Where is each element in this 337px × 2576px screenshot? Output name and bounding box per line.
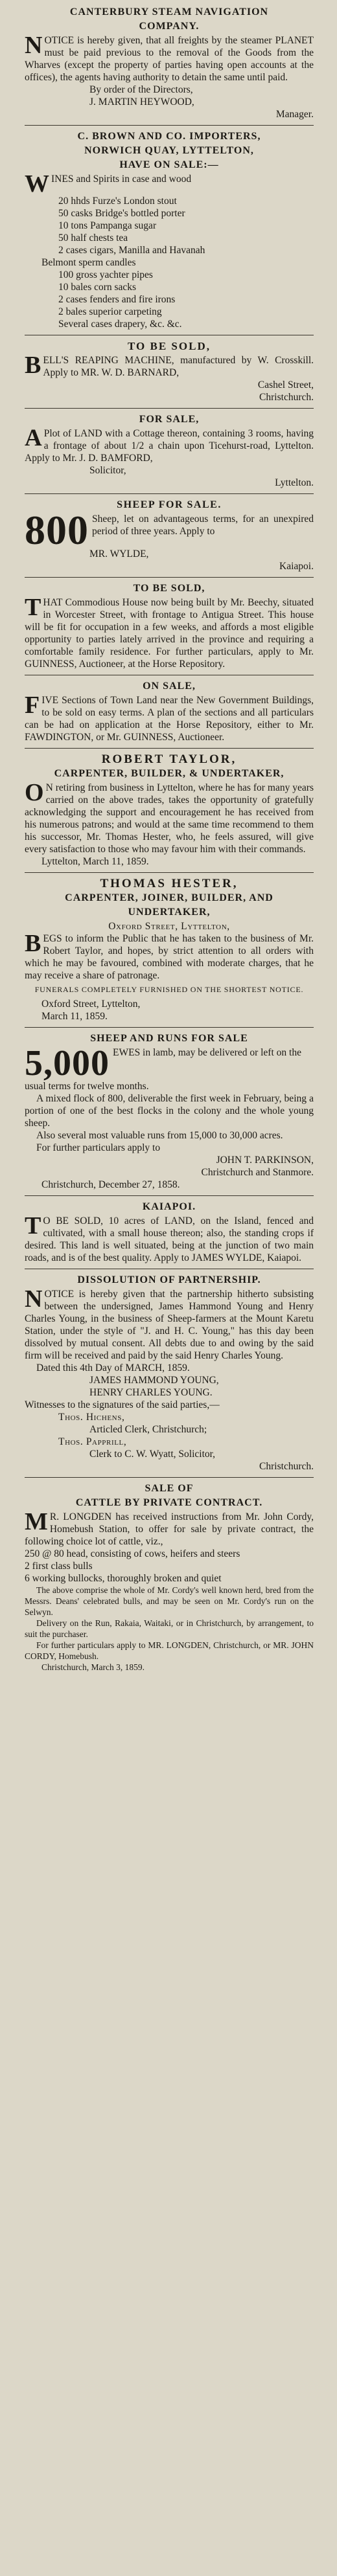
ad-body: OTICE is hereby given, that all freights by the steamer PLANET must be paid previous to the removal of the Goods from the Wharves (except the property of parties having open accounts at the offices), the agents having authority to detain the same until paid. bbox=[25, 35, 314, 83]
dropcap: B bbox=[25, 930, 41, 957]
ad-address: Cashel Street, bbox=[257, 379, 314, 390]
list-item: 250 @ 80 head, consisting of cows, heifers and steers bbox=[25, 1548, 240, 1559]
list-item: 2 first class bulls bbox=[25, 1561, 93, 1572]
ad-title: C. BROWN AND CO. IMPORTERS, bbox=[77, 131, 261, 142]
ad-body: The above comprise the whole of Mr. Cordy's well known herd, bred from the Messrs. Deans' celebrated bulls, and may be seen on Mr. Cordy's run on the Selwyn. bbox=[25, 1585, 314, 1617]
ad-signature: JOHN T. PARKINSON, bbox=[216, 1155, 314, 1166]
ad-body: Also several most valuable runs from 15,000 to 30,000 acres. bbox=[36, 1130, 283, 1141]
witness-2: Thos. Papprill, bbox=[58, 1436, 127, 1447]
list-item: 2 bales superior carpeting bbox=[58, 306, 162, 317]
ad-reaping-machine bbox=[25, 335, 314, 409]
ad-dated: Dated this 4th Day of MARCH, 1859. bbox=[36, 1362, 190, 1373]
ad-street: Oxford Street, Lyttelton, bbox=[41, 999, 141, 1010]
ad-body: EGS to inform the Public that he has taken to the business of Mr. Robert Taylor, and hopes, by strict attention to all orders with which he may be favoured, combined with moderate charges, that he may receive a share of patronage. bbox=[25, 933, 314, 981]
ad-role: Manager. bbox=[275, 109, 314, 120]
ad-body: INES and Spirits in case and wood bbox=[51, 174, 192, 185]
dropcap: M bbox=[25, 1508, 48, 1535]
dropcap: T bbox=[25, 1212, 41, 1239]
list-item: 6 working bullocks, thoroughly broken and quiet bbox=[25, 1573, 222, 1584]
dropcap: B bbox=[25, 352, 41, 379]
ad-body: Sheep, let on advantageous terms, for an unexpired period of three years. Apply to bbox=[92, 514, 314, 537]
list-item: 50 casks Bridge's bottled porter bbox=[58, 208, 185, 219]
ad-signature: J. MARTIN HEYWOOD, bbox=[89, 96, 194, 107]
ad-subtitle: COMPANY. bbox=[139, 21, 200, 32]
ad-title: ON SALE, bbox=[143, 681, 196, 692]
list-item: Several cases drapery, &c. &c. bbox=[58, 319, 182, 330]
ad-witness: Witnesses to the signatures of the said parties,— bbox=[25, 1399, 220, 1410]
ad-title: SALE OF bbox=[145, 1483, 194, 1494]
ad-subtitle: CARPENTER, BUILDER, & UNDERTAKER, bbox=[54, 768, 285, 779]
dropcap: N bbox=[25, 1285, 43, 1313]
ad-title: ROBERT TAYLOR, bbox=[101, 752, 237, 766]
witness-2-role: Clerk to C. W. Wyatt, Solicitor, bbox=[89, 1449, 216, 1460]
witness-2-city: Christchurch. bbox=[259, 1461, 314, 1472]
dropcap: F bbox=[25, 692, 40, 719]
ad-body: Delivery on the Run, Rakaia, Waitaki, or in Christchurch, by arrangement, to suit the purchaser. bbox=[25, 1618, 314, 1639]
witness-1: Thos. Hichens, bbox=[58, 1412, 125, 1423]
ad-date: Lyttelton, March 11, 1859. bbox=[41, 856, 149, 867]
ad-title: SHEEP AND RUNS FOR SALE bbox=[90, 1033, 248, 1044]
list-item: 2 cases cigars, Manilla and Havanah bbox=[58, 245, 205, 256]
ad-robert-taylor bbox=[25, 749, 314, 873]
dropcap: O bbox=[25, 779, 44, 806]
ad-subtitle: CARPENTER, JOINER, BUILDER, AND bbox=[65, 892, 273, 903]
ad-subtitle: NORWICH QUAY, LYTTELTON, bbox=[84, 145, 254, 156]
list-item: 100 gross yachter pipes bbox=[58, 269, 153, 280]
ad-body: Plot of LAND with a Cottage thereon, containing 3 rooms, having a frontage of about 1/2 a chain upon Ticehurst-road, Lyttelton. Apply to Mr. J. D. BAMFORD, bbox=[25, 428, 314, 464]
ad-body: A mixed flock of 800, deliverable the first week in February, being a portion of one of the best flocks in the colony and the whole young sheep. bbox=[25, 1093, 314, 1129]
ad-title: TO BE SOLD, bbox=[133, 583, 205, 594]
goods-list bbox=[25, 195, 314, 330]
ad-body: O BE SOLD, 10 acres of LAND, on the Island, fenced and cultivated, with a small house thereon; also, the standing crops if desired. This land is well situated, being at the junction of two main roads, and is of the best quality. Apply to JAMES WYLDE, Kaiapoi. bbox=[25, 1215, 314, 1263]
ad-date: Christchurch, March 3, 1859. bbox=[41, 1662, 145, 1672]
list-item: 20 hhds Furze's London stout bbox=[58, 196, 177, 207]
ad-house-to-be-sold bbox=[25, 578, 314, 675]
ad-title: DISSOLUTION OF PARTNERSHIP. bbox=[77, 1274, 261, 1285]
ad-title: FOR SALE, bbox=[139, 414, 200, 425]
list-item: 10 tons Pampanga sugar bbox=[58, 220, 157, 231]
ad-body: N retiring from business in Lyttelton, where he has for many years carried on the above trades, takes the opportunity of gratefully acknowledging the support and encouragement he has received from his numerous patrons; and would at the same time recommend to them his successor, Mr. Thomas Hester, who, he feels assured, will give every satisfaction to those who may favour him with their commands. bbox=[25, 782, 314, 855]
ad-body: usual terms for twelve months. bbox=[25, 1081, 149, 1092]
ad-sheep-and-runs bbox=[25, 1028, 314, 1196]
signature-2: HENRY CHARLES YOUNG. bbox=[89, 1387, 213, 1398]
list-item: 10 bales corn sacks bbox=[58, 282, 137, 293]
ad-signature: MR. WYLDE, bbox=[89, 548, 149, 559]
ad-date: Christchurch, December 27, 1858. bbox=[41, 1179, 180, 1190]
ad-canterbury-steam bbox=[25, 1, 314, 126]
ad-body: IVE Sections of Town Land near the New Government Buildings, to be sold on easy terms. A plan of the sections and all particulars can be had on application at the Horse Repository, either to Mr. FAWDINGTON, or Mr. GUINNESS, Auctioneer. bbox=[25, 695, 314, 743]
list-item: 2 cases fenders and fire irons bbox=[58, 294, 176, 305]
ad-cattle-sale bbox=[25, 1478, 314, 1677]
ad-subtitle: UNDERTAKER, bbox=[128, 907, 211, 918]
ad-city: Lyttelton. bbox=[275, 477, 314, 488]
ad-order: By order of the Directors, bbox=[89, 84, 193, 95]
ad-address: Christchurch and Stanmore. bbox=[201, 1167, 314, 1178]
ad-role: Solicitor, bbox=[89, 465, 126, 476]
list-item: Belmont sperm candles bbox=[41, 257, 136, 268]
ad-place: Kaiapoi. bbox=[279, 561, 314, 572]
dropcap: N bbox=[25, 32, 43, 59]
ad-title: TO BE SOLD, bbox=[128, 340, 211, 352]
ad-title: KAIAPOI. bbox=[142, 1201, 196, 1212]
ad-body: EWES in lamb, may be delivered or left on the bbox=[113, 1047, 301, 1058]
ad-kaiapoi bbox=[25, 1196, 314, 1269]
ad-body: OTICE is hereby given that the partnership hitherto subsisting between the undersigned, James Hammond Young and Henry Charles Young, in the business of Sheep-farmers at the Mount Karetu Station, under the style of "J. and H. C. Young," has this day been dissolved by mutual consent. All debts due to and owing by the said firm will be received and paid by the said Henry Charles Young. bbox=[25, 1289, 314, 1361]
ad-body: For further particulars apply to bbox=[36, 1142, 161, 1153]
witness-1-role: Articled Clerk, Christchurch; bbox=[89, 1424, 207, 1435]
ad-brown-importers bbox=[25, 126, 314, 335]
ewes-count: 5,000 bbox=[25, 1043, 110, 1083]
ad-title: SHEEP FOR SALE. bbox=[117, 499, 222, 510]
ad-town-land bbox=[25, 675, 314, 749]
ad-plot-for-sale bbox=[25, 409, 314, 494]
ad-date: March 11, 1859. bbox=[41, 1011, 108, 1022]
ad-body: For further particulars apply to MR. LONGDEN, Christchurch, or MR. JOHN CORDY, Homebush. bbox=[25, 1640, 314, 1661]
ad-subtitle: CATTLE BY PRIVATE CONTRACT. bbox=[75, 1497, 263, 1508]
ad-title: THOMAS HESTER, bbox=[100, 877, 238, 890]
dropcap: A bbox=[25, 425, 42, 451]
ad-sheep-for-sale bbox=[25, 494, 314, 578]
ad-dissolution bbox=[25, 1269, 314, 1478]
ad-address: Oxford Street, Lyttelton, bbox=[108, 921, 230, 932]
sheep-count: 800 bbox=[25, 507, 89, 553]
ad-title: CANTERBURY STEAM NAVIGATION bbox=[69, 6, 269, 17]
ad-body: HAT Commodious House now being built by Mr. Beechy, situated in Worcester Street, with frontage to Antigua Street. This house will be fit for occupation in a few weeks, and affords a most eligible opportunity to parties lately arrived in the province and requiring a comfortable family residence. For further particulars, apply to Mr. GUINNESS, Auctioneer, at the Horse Repository. bbox=[25, 597, 314, 670]
ad-body: ELL'S REAPING MACHINE, manufactured by W. Crosskill. Apply to MR. W. D. BARNARD, bbox=[43, 355, 314, 378]
dropcap: T bbox=[25, 594, 41, 621]
ad-city: Christchurch. bbox=[259, 392, 314, 403]
signature-1: JAMES HAMMOND YOUNG, bbox=[89, 1375, 219, 1386]
ad-funerals: FUNERALS COMPLETELY FURNISHED ON THE SHORTEST NOTICE. bbox=[34, 985, 304, 994]
ad-subtitle: HAVE ON SALE:— bbox=[119, 159, 219, 170]
ad-body: R. LONGDEN has received instructions from Mr. John Cordy, Homebush Station, to offer for sale by private contract, the following choice lot of cattle, viz., bbox=[25, 1511, 314, 1547]
ad-thomas-hester bbox=[25, 873, 314, 1028]
list-item: 50 half chests tea bbox=[58, 232, 128, 243]
dropcap: W bbox=[25, 170, 49, 198]
